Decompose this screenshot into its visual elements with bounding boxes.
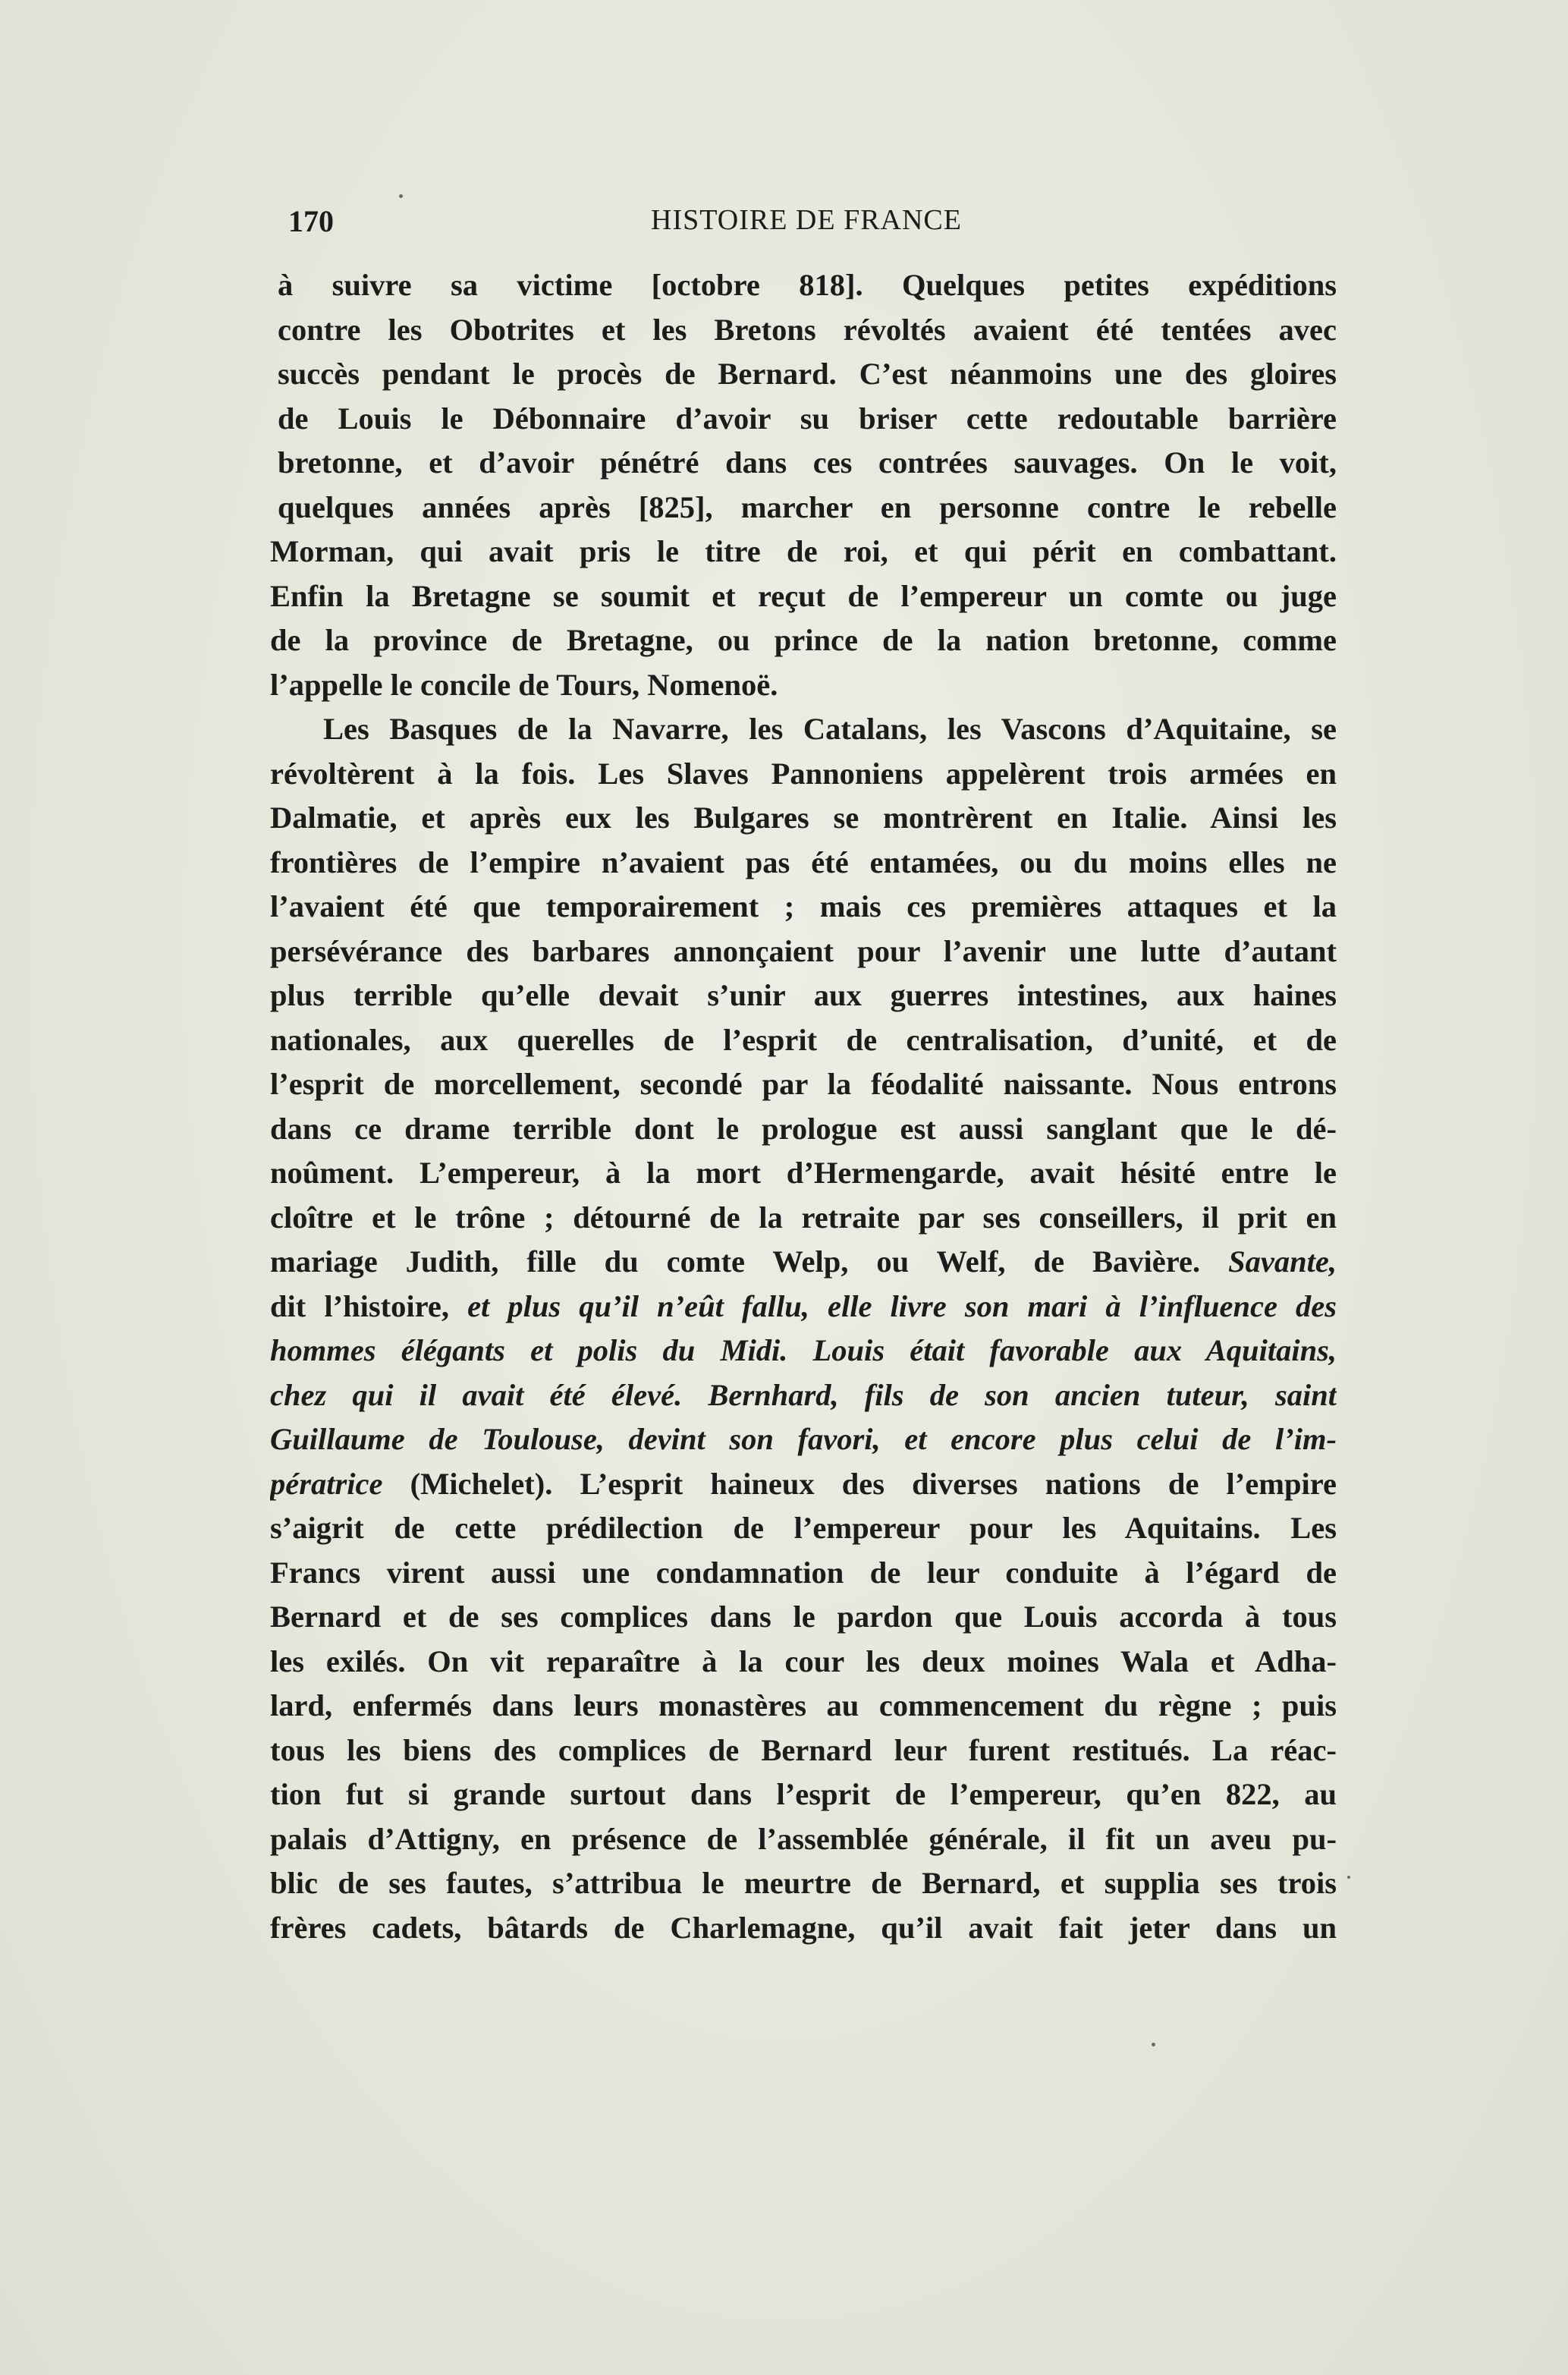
- text-line: de Louis le Débonnaire d’avoir su briser cette redoutable barrière: [278, 401, 1337, 436]
- text-line: tous les biens des complices de Bernard leur furent restitués. La réac-: [270, 1732, 1337, 1767]
- text-line: l’appelle le concile de Tours, Nomenoë.: [270, 667, 778, 702]
- text-line: nationales, aux querelles de l’esprit de centralisation, d’unité, et de: [270, 1022, 1337, 1057]
- text-line: bretonne, et d’avoir pénétré dans ces contrées sauvages. On le voit,: [278, 445, 1337, 480]
- text-line: lard, enfermés dans leurs monastères au commencement du règne ; puis: [270, 1688, 1337, 1722]
- text-line: blic de ses fautes, s’attribua le meurtre de Bernard, et supplia ses trois: [270, 1866, 1337, 1900]
- italic-quote: et plus qu’il n’eût fallu, elle livre son mari à l’influence des: [467, 1288, 1337, 1323]
- text-line: Dalmatie, et après eux les Bulgares se montrèrent en Italie. Ainsi les: [270, 801, 1337, 835]
- page-header: [281, 199, 1350, 244]
- text-line: Morman, qui avait pris le titre de roi, et qui périt en combattant.: [270, 534, 1337, 568]
- italic-quote: Savante,: [1228, 1244, 1337, 1279]
- ink-speck: [399, 194, 403, 198]
- text-line: Francs virent aussi une condamnation de leur conduite à l’égard de: [270, 1555, 1337, 1590]
- text-line: [270, 1417, 1337, 1462]
- text-line: plus terrible qu’elle devait s’unir aux guerres intestines, aux haines: [270, 978, 1337, 1012]
- ink-speck: [1347, 1876, 1350, 1879]
- text-line: dit l’histoire, et plus qu’il n’eût fallu, elle livre son mari à l’influence des: [270, 1288, 1337, 1323]
- text-line: de la province de Bretagne, ou prince de la nation bretonne, comme: [270, 623, 1337, 657]
- text-line: quelques années après [825], marcher en personne contre le rebelle: [278, 489, 1337, 524]
- italic-quote: pératrice: [270, 1466, 383, 1501]
- text-line: s’aigrit de cette prédilection de l’empereur pour les Aquitains. Les: [270, 1511, 1337, 1545]
- paragraph-first-line: Les Basques de la Navarre, les Catalans, les Vascons d’Aquitaine, se: [323, 712, 1337, 746]
- text-line: [270, 1373, 1337, 1418]
- body-text: [270, 263, 1337, 1950]
- page-number: 170: [288, 204, 334, 238]
- text-line: persévérance des barbares annonçaient pour l’avenir une lutte d’autant: [270, 933, 1337, 968]
- text-line: frontières de l’empire n’avaient pas été entamées, ou du moins elles ne: [270, 845, 1337, 879]
- running-title: HISTOIRE DE FRANCE: [651, 204, 962, 236]
- italic-quote: Guillaume de Toulouse, devint son favori, et encore plus celui de l’im-: [270, 1422, 1337, 1456]
- text-line: contre les Obotrites et les Bretons révoltés avaient été tentées avec: [278, 312, 1337, 347]
- italic-quote: chez qui il avait été élevé. Bernhard, fils de son ancien tuteur, saint: [270, 1377, 1337, 1412]
- text-line: révoltèrent à la fois. Les Slaves Pannoniens appelèrent trois armées en: [270, 756, 1337, 791]
- text-line: à suivre sa victime [octobre 818]. Quelques petites expéditions: [278, 268, 1337, 302]
- text-line: [270, 1329, 1337, 1373]
- text-line: les exilés. On vit reparaître à la cour les deux moines Wala et Adha-: [270, 1644, 1337, 1678]
- text-line: mariage Judith, fille du comte Welp, ou Welf, de Bavière. Savante,: [270, 1244, 1337, 1279]
- text-line: pératrice (Michelet). L’esprit haineux des diverses nations de l’empire: [270, 1466, 1337, 1501]
- text-line: noûment. L’empereur, à la mort d’Hermengarde, avait hésité entre le: [270, 1156, 1337, 1190]
- text-line: l’esprit de morcellement, secondé par la féodalité naissante. Nous entrons: [270, 1067, 1337, 1101]
- text-line: l’avaient été que temporairement ; mais ces premières attaques et la: [270, 889, 1337, 923]
- text-line: Bernard et de ses complices dans le pardon que Louis accorda à tous: [270, 1600, 1337, 1634]
- text-line: Enfin la Bretagne se soumit et reçut de l’empereur un comte ou juge: [270, 578, 1337, 613]
- text-line: dans ce drame terrible dont le prologue est aussi sanglant que le dé-: [270, 1111, 1337, 1146]
- text-line: tion fut si grande surtout dans l’esprit de l’empereur, qu’en 822, au: [270, 1777, 1337, 1811]
- text-line: frères cadets, bâtards de Charlemagne, qu’il avait fait jeter dans un: [270, 1910, 1337, 1945]
- text-line: palais d’Attigny, en présence de l’assemblée générale, il fit un aveu pu-: [270, 1821, 1337, 1856]
- text-line: cloître et le trône ; détourné de la retraite par ses conseillers, il prit en: [270, 1200, 1337, 1235]
- italic-quote: hommes élégants et polis du Midi. Louis était favorable aux Aquitains,: [270, 1333, 1337, 1367]
- text-line: succès pendant le procès de Bernard. C’est néanmoins une des gloires: [278, 357, 1337, 391]
- ink-speck: [1152, 2043, 1155, 2046]
